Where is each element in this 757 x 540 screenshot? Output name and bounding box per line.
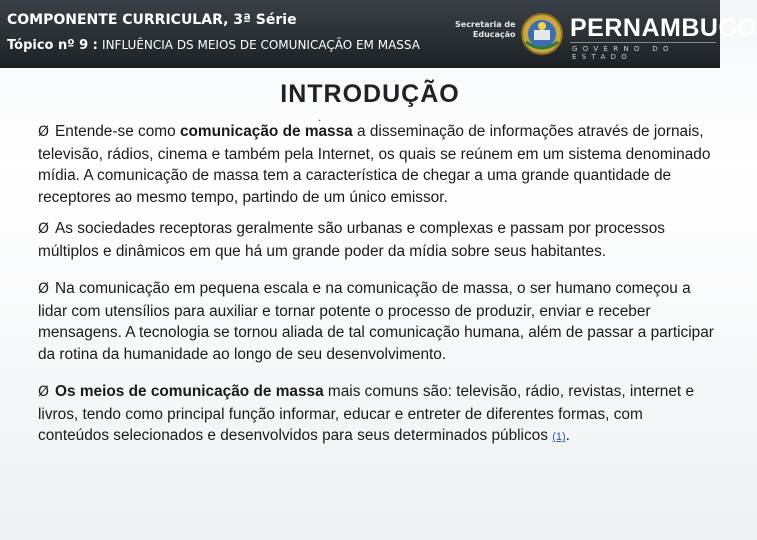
content-body <box>38 121 714 449</box>
secretaria-label <box>455 20 516 40</box>
paragraph-3 <box>38 278 714 365</box>
state-seal-icon <box>520 12 564 56</box>
p2-text: As sociedades receptoras geralmente são urbanas e complexas e passam por processos múltiplos e dinâmicos em que há um grande poder da mídia sobre seus habitantes. <box>38 220 665 260</box>
bullet-arrow-icon: Ø <box>38 124 50 140</box>
p4-end: . <box>565 427 570 444</box>
brand-subtitle: GOVERNO DO ESTADO <box>572 45 674 61</box>
secretaria-line2: Educação <box>472 30 516 39</box>
p4-text: mais comuns são: televisão, rádio, revistas, internet e livros, tendo como principal função informar, educar e entreter de diferentes formas, com conteúdos selecionados e desenvolvidos para seus determinados públicos <box>38 383 695 444</box>
brand-divider <box>570 42 716 43</box>
title-dot: . <box>318 110 322 124</box>
p1-text-a: Entende-se como <box>55 123 180 140</box>
p1-bold: comunicação de massa <box>179 123 353 140</box>
bullet-arrow-icon: Ø <box>38 281 50 297</box>
bullet-arrow-icon: Ø <box>38 221 50 237</box>
topic-label: Tópico nº 9 : <box>7 38 98 53</box>
p1-text-b: a disseminação de informações através de jornais, televisão, rádios, cinema e também pela Internet, os quais se reúnem em um sistema denominado mídia. A comunicação de massa tem a característica de chegar a uma grande quantidade de receptores ao mesmo tempo, partindo de um único emissor. <box>38 123 711 206</box>
brand-name: PERNAMBUCO <box>570 14 757 42</box>
page-title: INTRODUÇÃO <box>280 80 460 108</box>
p4-bold: Os meios de comunicação de massa <box>55 383 324 400</box>
paragraph-1 <box>38 121 714 208</box>
secretaria-line1: Secretaria de <box>455 20 516 29</box>
p3-text: Na comunicação em pequena escala e na comunicação de massa, o ser humano começou a lidar com utensílios para auxiliar e tornar potente o processo de produzir, enviar e receber mensagens. A tecnologia se tornou aliada de tal comunicação humana, além de passar a participar da rotina da humanidade ao longo de seu desenvolvimento. <box>38 280 714 363</box>
paragraph-2 <box>38 218 714 262</box>
reference-link[interactable]: (1) <box>552 431 566 443</box>
paragraph-4 <box>38 381 714 449</box>
header-bar <box>0 0 757 68</box>
topic-text: INFLUÊNCIA DS MEIOS DE COMUNICAÇÃO EM MASSA <box>102 38 420 52</box>
bullet-arrow-icon: Ø <box>38 384 50 400</box>
topic-line <box>7 38 420 53</box>
course-title: COMPONENTE CURRICULAR, 3ª Série <box>7 12 297 28</box>
